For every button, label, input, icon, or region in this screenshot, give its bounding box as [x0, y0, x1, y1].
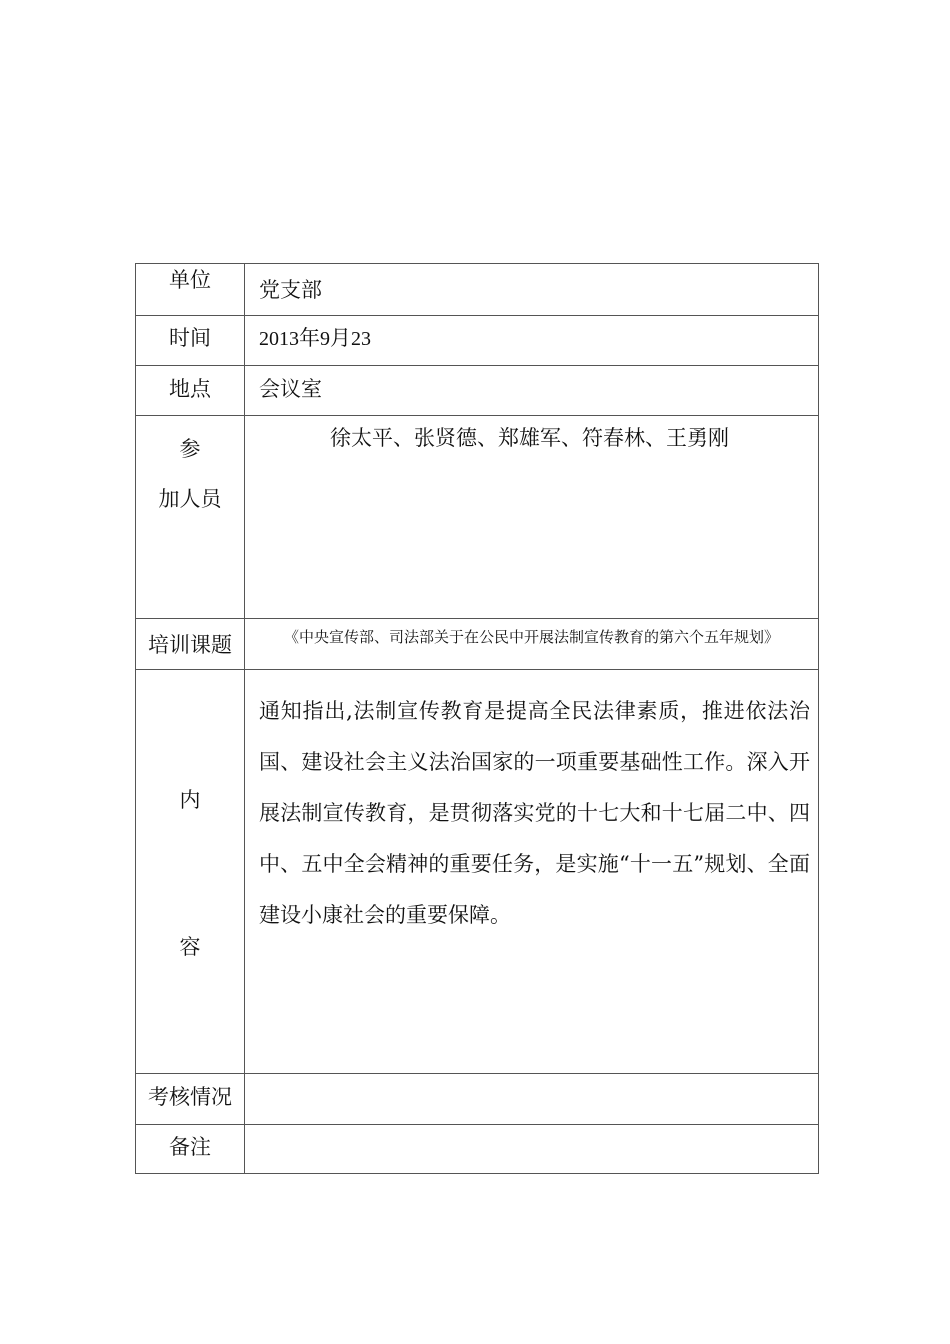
topic-value-cell	[245, 619, 819, 670]
row-unit	[136, 264, 819, 316]
row-content	[136, 670, 819, 1074]
time-label-cell	[136, 316, 245, 366]
remarks-label: 备注	[169, 1135, 211, 1159]
content-value: 通知指出,法制宣传教育是提高全民法律素质，推进依法治国、建设社会主义法治国家的一项重要基础性工作。深入开展法制宣传教育，是贯彻落实党的十七大和十七届二中、四中、五中全会精神的重要任务，是实施“十一五”规划、全面建设小康社会的重要保障。	[259, 699, 810, 927]
training-record-form	[135, 263, 818, 1174]
place-value: 会议室	[259, 377, 322, 401]
content-label-top: 内	[179, 788, 201, 812]
topic-value: 《中央宣传部、司法部关于在公民中开展法制宣传教育的第六个五年规划》	[283, 628, 779, 646]
time-month-char: 月	[330, 326, 351, 350]
participants-label-top: 参	[179, 437, 201, 461]
participants-value-cell	[245, 416, 819, 619]
row-topic	[136, 619, 819, 670]
assessment-value-cell	[245, 1074, 819, 1125]
content-value-cell	[245, 670, 819, 1074]
remarks-value-cell	[245, 1125, 819, 1174]
place-label-cell	[136, 366, 245, 416]
topic-label-cell	[136, 619, 245, 670]
content-label-cell	[136, 670, 245, 1074]
time-label: 时间	[169, 326, 211, 350]
topic-label: 培训课题	[148, 633, 232, 657]
remarks-label-cell	[136, 1125, 245, 1174]
content-label-bottom: 容	[179, 935, 201, 959]
participants-label-cell	[136, 416, 245, 619]
row-participants	[136, 416, 819, 619]
place-label: 地点	[169, 377, 211, 401]
record-table	[135, 263, 819, 1174]
row-time	[136, 316, 819, 366]
unit-label: 单位	[169, 268, 211, 292]
time-year-char: 年	[299, 326, 320, 350]
row-remarks	[136, 1125, 819, 1174]
unit-label-cell	[136, 264, 245, 316]
time-year: 2013	[259, 328, 299, 350]
unit-value-cell	[245, 264, 819, 316]
row-assessment	[136, 1074, 819, 1125]
participants-value: 徐太平、张贤德、郑雄军、符春林、王勇刚	[330, 426, 729, 450]
unit-value: 党支部	[259, 278, 322, 302]
time-month: 9	[320, 328, 330, 350]
row-place	[136, 366, 819, 416]
place-value-cell	[245, 366, 819, 416]
time-day: 23	[351, 328, 371, 350]
time-value	[245, 316, 818, 351]
time-value-cell	[245, 316, 819, 366]
assessment-label: 考核情况	[148, 1085, 232, 1109]
participants-label-bottom: 加人员	[158, 487, 222, 511]
assessment-label-cell	[136, 1074, 245, 1125]
